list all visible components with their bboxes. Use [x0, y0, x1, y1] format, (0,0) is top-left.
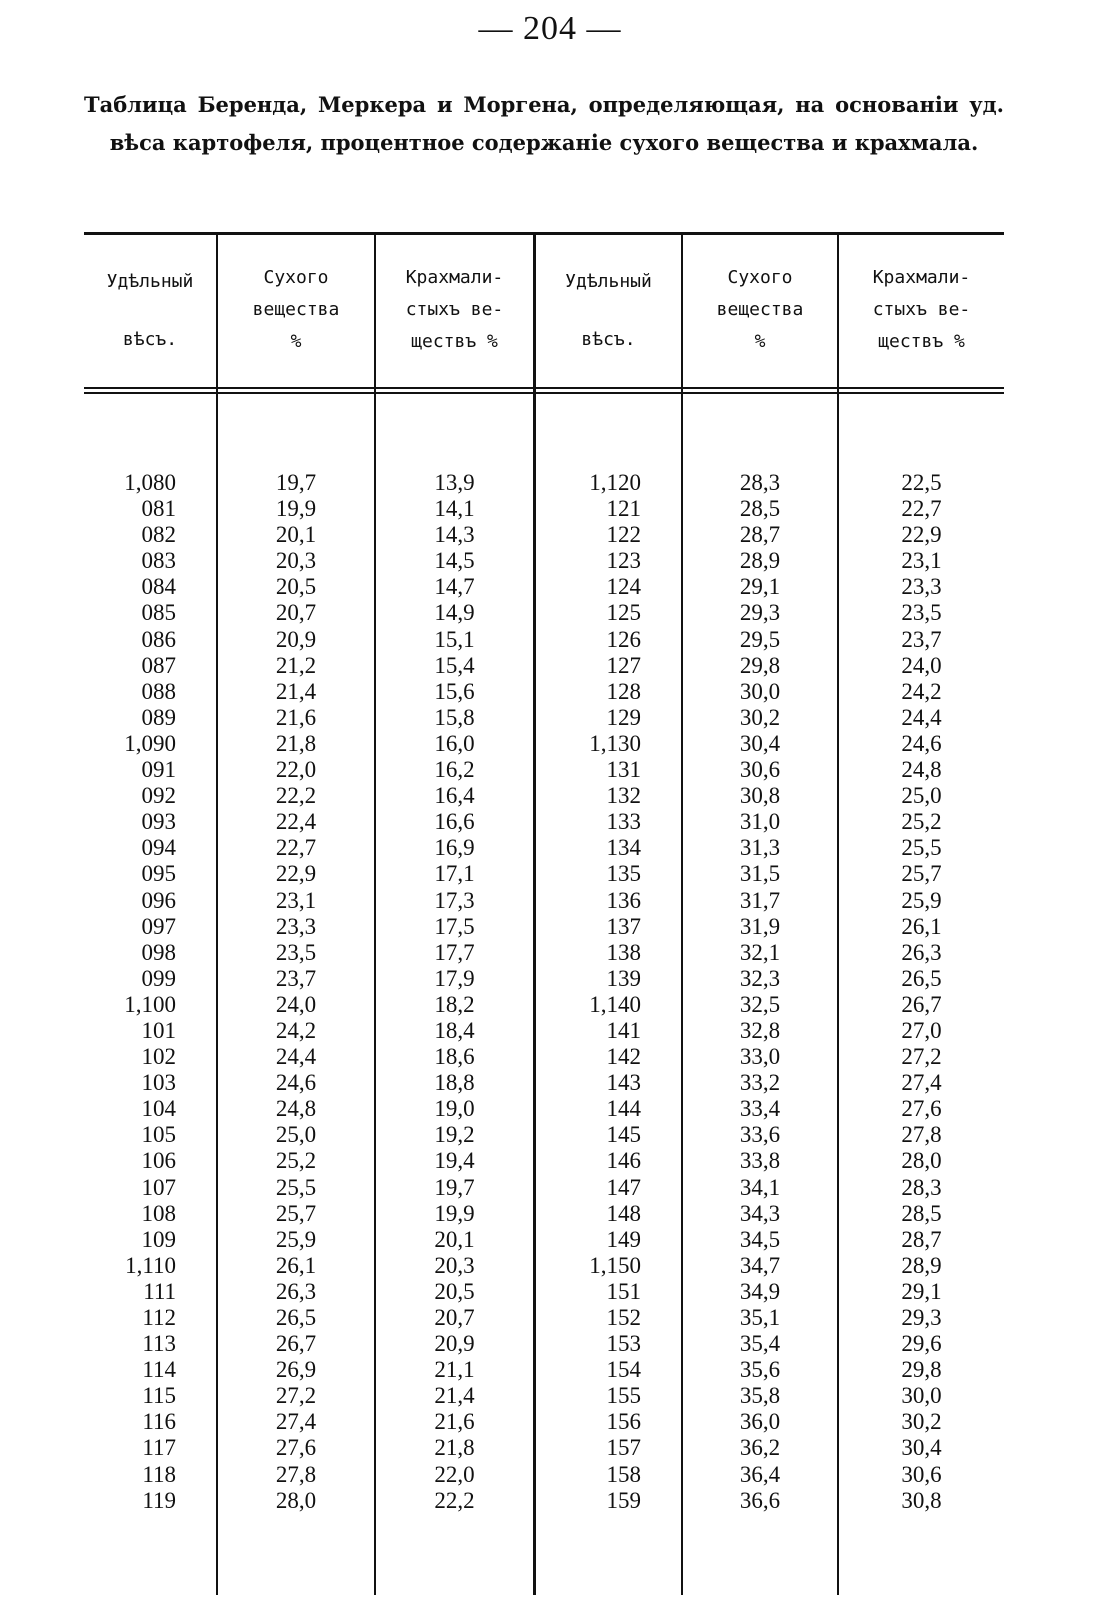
table-cell: 24,2 [901, 678, 942, 704]
table-cell: 30,8 [901, 1487, 942, 1513]
table-cell: 26,5 [901, 965, 942, 991]
table-cell: 145 [606, 1122, 641, 1148]
table-cell: 32,8 [739, 1017, 781, 1043]
table-cell: 20,1 [275, 522, 317, 548]
table-cell: 117 [142, 1435, 176, 1461]
table-cell: 34,3 [739, 1200, 781, 1226]
table-cell: 25,0 [901, 783, 942, 809]
table-cell: 116 [142, 1409, 176, 1435]
table-cell: 22,7 [901, 496, 942, 522]
column-header [84, 266, 216, 356]
table-cell: 101 [141, 1017, 176, 1043]
table-cell: 142 [606, 1044, 641, 1070]
table-cell: 28,7 [739, 522, 781, 548]
table-cell: 154 [606, 1357, 641, 1383]
table-cell: 092 [141, 783, 176, 809]
table-cell: 19,7 [434, 1174, 475, 1200]
table-cell: 086 [141, 626, 176, 652]
table-cell: 15,1 [434, 626, 475, 652]
table-cell: 28,7 [901, 1226, 942, 1252]
table-cell: 31,3 [739, 835, 781, 861]
table-cell: 22,0 [434, 1461, 475, 1487]
table-cell: 20,1 [434, 1226, 475, 1252]
table-column [218, 470, 374, 1514]
table-cell: 122 [606, 522, 641, 548]
column-header-line: % [290, 331, 302, 352]
table-cell: 22,5 [901, 470, 942, 495]
table-cell: 23,1 [901, 548, 942, 574]
column-header-line: вещества [252, 299, 340, 320]
table-cell: 22,0 [275, 757, 317, 783]
table-cell: 32,3 [739, 965, 781, 991]
table-cell: 36,4 [739, 1461, 781, 1487]
table-cell: 16,4 [434, 783, 475, 809]
table-cell: 132 [606, 783, 641, 809]
table-cell: 25,7 [901, 861, 942, 887]
table-cell: 24,8 [901, 757, 942, 783]
table-cell: 097 [141, 913, 176, 939]
table-cell: 30,0 [739, 678, 781, 704]
header-bottom-rule-1 [84, 387, 1004, 389]
table-cell: 28,9 [739, 548, 781, 574]
table-cell: 15,8 [434, 704, 475, 730]
table-cell: 25,5 [275, 1174, 317, 1200]
table-cell: 30,8 [739, 783, 781, 809]
table-cell: 091 [141, 757, 176, 783]
table-cell: 081 [141, 496, 176, 522]
table-cell: 153 [606, 1331, 641, 1357]
column-header-line: стыхъ ве- [872, 299, 971, 320]
table-cell: 24,6 [275, 1070, 317, 1096]
table-cell: 148 [606, 1200, 641, 1226]
table-cell: 123 [606, 548, 641, 574]
table-cell: 157 [606, 1435, 641, 1461]
table-cell: 21,4 [275, 678, 317, 704]
table-cell: 34,7 [739, 1252, 781, 1278]
table-cell: 24,2 [275, 1017, 317, 1043]
table-cell: 141 [606, 1017, 641, 1043]
table-cell: 33,2 [739, 1070, 781, 1096]
table-cell: 18,2 [434, 991, 475, 1017]
table-cell: 24,0 [901, 652, 942, 678]
table-cell: 29,6 [901, 1331, 942, 1357]
column-header-line: Сухого [727, 267, 793, 288]
table-cell: 17,7 [434, 939, 475, 965]
table-cell: 28,3 [739, 470, 781, 495]
table-cell: 149 [606, 1226, 641, 1252]
table-cell: 28,5 [739, 496, 781, 522]
column-header-line: Сухого [263, 267, 329, 288]
table-cell: 18,4 [434, 1017, 475, 1043]
table-cell: 1,120 [589, 470, 641, 495]
table-cell: 27,2 [275, 1383, 317, 1409]
table-cell: 23,5 [901, 600, 942, 626]
table-cell: 094 [141, 835, 176, 861]
table-cell: 095 [141, 861, 176, 887]
table-cell: 156 [606, 1409, 641, 1435]
table-cell: 096 [141, 887, 176, 913]
column-header-line: % [754, 331, 766, 352]
table-cell: 29,8 [739, 652, 781, 678]
table-cell: 30,2 [739, 704, 781, 730]
table-cell: 112 [142, 1305, 176, 1330]
table-cell: 26,7 [275, 1331, 317, 1357]
column-header-line: Удѣльный [106, 271, 194, 292]
table-cell: 29,1 [739, 574, 781, 600]
table-cell: 21,8 [275, 730, 317, 756]
table-cell: 31,0 [739, 809, 781, 835]
column-header-line: Удѣльный [565, 271, 652, 292]
table-cell: 28,0 [901, 1148, 942, 1174]
table-cell: 1,110 [125, 1252, 176, 1278]
table-cell: 23,1 [275, 887, 317, 913]
table-cell: 33,6 [739, 1122, 781, 1148]
table-cell: 083 [141, 548, 176, 574]
column-header-line: вещества [716, 299, 804, 320]
table-cell: 24,4 [901, 704, 942, 730]
table-cell: 25,5 [901, 835, 942, 861]
column-header-line: Крахмали- [405, 267, 504, 288]
table-cell: 093 [141, 809, 176, 835]
table-cell: 26,3 [275, 1278, 317, 1304]
table-cell: 127 [606, 652, 641, 678]
table-cell: 144 [606, 1096, 641, 1122]
table-cell: 18,6 [434, 1044, 475, 1070]
table-cell: 158 [606, 1461, 641, 1487]
table-cell: 20,5 [434, 1278, 475, 1304]
table-cell: 31,7 [739, 887, 781, 913]
table-cell: 085 [141, 600, 176, 626]
table-cell: 25,9 [275, 1226, 317, 1252]
table-cell: 20,3 [434, 1252, 475, 1278]
table-cell: 147 [606, 1174, 641, 1200]
table-cell: 16,0 [434, 730, 475, 756]
table-cell: 29,8 [901, 1357, 942, 1383]
table-cell: 34,5 [739, 1226, 781, 1252]
table-cell: 21,6 [434, 1409, 475, 1435]
table-cell: 17,3 [434, 887, 475, 913]
table-cell: 25,9 [901, 887, 942, 913]
table-cell: 21,1 [434, 1357, 475, 1383]
table-cell: 26,1 [901, 913, 942, 939]
table-cell: 28,9 [901, 1252, 942, 1278]
table-cell: 137 [606, 913, 641, 939]
table-cell: 22,2 [434, 1487, 475, 1513]
table-cell: 27,6 [901, 1096, 942, 1122]
table-cell: 26,1 [275, 1252, 317, 1278]
table-cell: 26,7 [901, 991, 942, 1017]
table-cell: 23,3 [901, 574, 942, 600]
table-cell: 126 [606, 626, 641, 652]
table-cell: 20,7 [434, 1305, 475, 1330]
table-cell: 151 [606, 1278, 641, 1304]
table-cell: 089 [141, 704, 176, 730]
table-cell: 1,140 [589, 991, 641, 1017]
table-cell: 135 [606, 861, 641, 887]
table-cell: 124 [606, 574, 641, 600]
table-top-rule [84, 232, 1004, 235]
table-cell: 31,9 [739, 913, 781, 939]
table-cell: 19,9 [275, 496, 317, 522]
table-cell: 32,1 [739, 939, 781, 965]
column-header-line: ществъ % [878, 331, 965, 352]
table-cell: 35,6 [739, 1357, 781, 1383]
table-cell: 35,4 [739, 1331, 781, 1357]
table-cell: 28,0 [275, 1487, 317, 1513]
table-cell: 28,3 [901, 1174, 942, 1200]
table-cell: 088 [141, 678, 176, 704]
table-cell: 20,7 [275, 600, 317, 626]
table-cell: 102 [141, 1044, 176, 1070]
table-cell: 1,150 [589, 1252, 641, 1278]
table-cell: 114 [142, 1357, 176, 1383]
table-cell: 24,8 [275, 1096, 317, 1122]
table-cell: 143 [606, 1070, 641, 1096]
table-cell: 28,5 [901, 1200, 942, 1226]
table-cell: 23,3 [275, 913, 317, 939]
table-cell: 22,9 [901, 522, 942, 548]
table-cell: 36,2 [739, 1435, 781, 1461]
table-cell: 24,0 [275, 991, 317, 1017]
table-cell: 32,5 [739, 991, 781, 1017]
table-cell: 30,0 [901, 1383, 942, 1409]
table-cell: 26,5 [275, 1305, 317, 1330]
table-cell: 21,2 [275, 652, 317, 678]
table-column [683, 470, 837, 1514]
table-cell: 082 [141, 522, 176, 548]
column-header [839, 262, 1004, 358]
table-column [376, 470, 533, 1514]
table-cell: 111 [143, 1278, 176, 1304]
table-cell: 30,4 [739, 730, 781, 756]
table-cell: 14,9 [434, 600, 475, 626]
table-cell: 27,8 [901, 1122, 942, 1148]
column-header-line: Крахмали- [872, 267, 971, 288]
table-cell: 30,6 [739, 757, 781, 783]
table-cell: 27,4 [275, 1409, 317, 1435]
table-cell: 19,2 [434, 1122, 475, 1148]
table-cell: 29,5 [739, 626, 781, 652]
table-cell: 30,4 [901, 1435, 942, 1461]
table-cell: 35,8 [739, 1383, 781, 1409]
page-number: — 204 — [478, 10, 622, 47]
table-cell: 15,6 [434, 678, 475, 704]
table-cell: 131 [606, 757, 641, 783]
table-cell: 27,4 [901, 1070, 942, 1096]
table-cell: 16,6 [434, 809, 475, 835]
table-cell: 104 [141, 1096, 176, 1122]
table-column [536, 470, 641, 1514]
table-cell: 23,7 [275, 965, 317, 991]
table-cell: 113 [142, 1331, 176, 1357]
table-cell: 23,7 [901, 626, 942, 652]
table-cell: 155 [606, 1383, 641, 1409]
table-cell: 17,5 [434, 913, 475, 939]
table-cell: 136 [606, 887, 641, 913]
table-cell: 25,0 [275, 1122, 317, 1148]
table-cell: 25,7 [275, 1200, 317, 1226]
table-cell: 24,6 [901, 730, 942, 756]
table-cell: 14,3 [434, 522, 475, 548]
table-cell: 19,0 [434, 1096, 475, 1122]
table-cell: 27,2 [901, 1044, 942, 1070]
table-cell: 35,1 [739, 1305, 781, 1330]
table-cell: 26,9 [275, 1357, 317, 1383]
table-cell: 33,8 [739, 1148, 781, 1174]
table-cell: 34,9 [739, 1278, 781, 1304]
table-cell: 25,2 [275, 1148, 317, 1174]
table-cell: 1,090 [124, 730, 176, 756]
table-cell: 20,5 [275, 574, 317, 600]
table-cell: 33,0 [739, 1044, 781, 1070]
table-column [84, 470, 176, 1514]
table-cell: 125 [606, 600, 641, 626]
table-cell: 098 [141, 939, 176, 965]
table-cell: 27,6 [275, 1435, 317, 1461]
table-cell: 1,100 [124, 991, 176, 1017]
column-header [218, 262, 374, 358]
table-cell: 36,0 [739, 1409, 781, 1435]
table-cell: 108 [141, 1200, 176, 1226]
table-cell: 103 [141, 1070, 176, 1096]
table-cell: 13,9 [434, 470, 475, 495]
table-cell: 17,9 [434, 965, 475, 991]
table-cell: 139 [606, 965, 641, 991]
column-header-line: стыхъ ве- [405, 299, 504, 320]
table-cell: 33,4 [739, 1096, 781, 1122]
table-cell: 1,130 [589, 730, 641, 756]
table-cell: 14,5 [434, 548, 475, 574]
table-cell: 29,3 [739, 600, 781, 626]
table-cell: 119 [142, 1487, 176, 1513]
table-cell: 14,1 [434, 496, 475, 522]
column-header [376, 262, 533, 358]
table-cell: 30,2 [901, 1409, 942, 1435]
table-cell: 27,8 [275, 1461, 317, 1487]
table-cell: 23,5 [275, 939, 317, 965]
table-cell: 22,2 [275, 783, 317, 809]
table-cell: 18,8 [434, 1070, 475, 1096]
table-cell: 099 [141, 965, 176, 991]
table-column [839, 470, 1004, 1514]
table-cell: 17,1 [434, 861, 475, 887]
table-cell: 115 [142, 1383, 176, 1409]
table-cell: 109 [141, 1226, 176, 1252]
table-cell: 105 [141, 1122, 176, 1148]
table-cell: 20,9 [434, 1331, 475, 1357]
table-cell: 22,9 [275, 861, 317, 887]
table-cell: 16,9 [434, 835, 475, 861]
table-cell: 146 [606, 1148, 641, 1174]
table-cell: 21,4 [434, 1383, 475, 1409]
table-cell: 22,4 [275, 809, 317, 835]
column-header-line: вѣсъ. [581, 329, 636, 350]
table-cell: 121 [606, 496, 641, 522]
table-cell: 26,3 [901, 939, 942, 965]
table-cell: 20,9 [275, 626, 317, 652]
column-header [536, 266, 681, 356]
table-cell: 19,7 [275, 470, 317, 495]
column-header [683, 262, 837, 358]
table-cell: 129 [606, 704, 641, 730]
table-cell: 36,6 [739, 1487, 781, 1513]
table-cell: 152 [606, 1305, 641, 1330]
table-cell: 30,6 [901, 1461, 942, 1487]
table-cell: 15,4 [434, 652, 475, 678]
table-cell: 1,080 [124, 470, 176, 495]
table-cell: 14,7 [434, 574, 475, 600]
table-cell: 087 [141, 652, 176, 678]
table-cell: 16,2 [434, 757, 475, 783]
table-cell: 159 [606, 1487, 641, 1513]
table-cell: 118 [142, 1461, 176, 1487]
table-cell: 24,4 [275, 1044, 317, 1070]
table-cell: 19,4 [434, 1148, 475, 1174]
table-cell: 107 [141, 1174, 176, 1200]
table-cell: 134 [606, 835, 641, 861]
table-cell: 21,6 [275, 704, 317, 730]
table-cell: 19,9 [434, 1200, 475, 1226]
table-cell: 34,1 [739, 1174, 781, 1200]
table-cell: 25,2 [901, 809, 942, 835]
table-cell: 31,5 [739, 861, 781, 887]
table-cell: 133 [606, 809, 641, 835]
table-cell: 138 [606, 939, 641, 965]
table-cell: 20,3 [275, 548, 317, 574]
table-cell: 21,8 [434, 1435, 475, 1461]
table-cell: 106 [141, 1148, 176, 1174]
table-cell: 128 [606, 678, 641, 704]
table-cell: 084 [141, 574, 176, 600]
table-cell: 29,1 [901, 1278, 942, 1304]
table-cell: 29,3 [901, 1305, 942, 1330]
table-cell: 27,0 [901, 1017, 942, 1043]
column-header-line: вѣсъ. [122, 329, 178, 350]
table-cell: 22,7 [275, 835, 317, 861]
table-title: Таблица Беренда, Меркера и Моргена, определяющая, на основанiи уд. вѣса картофеля, процентное содержанiе сухого вещества и крахмала. [84, 92, 1004, 155]
header-bottom-rule-2 [84, 392, 1004, 394]
column-header-line: ществъ % [411, 331, 498, 352]
